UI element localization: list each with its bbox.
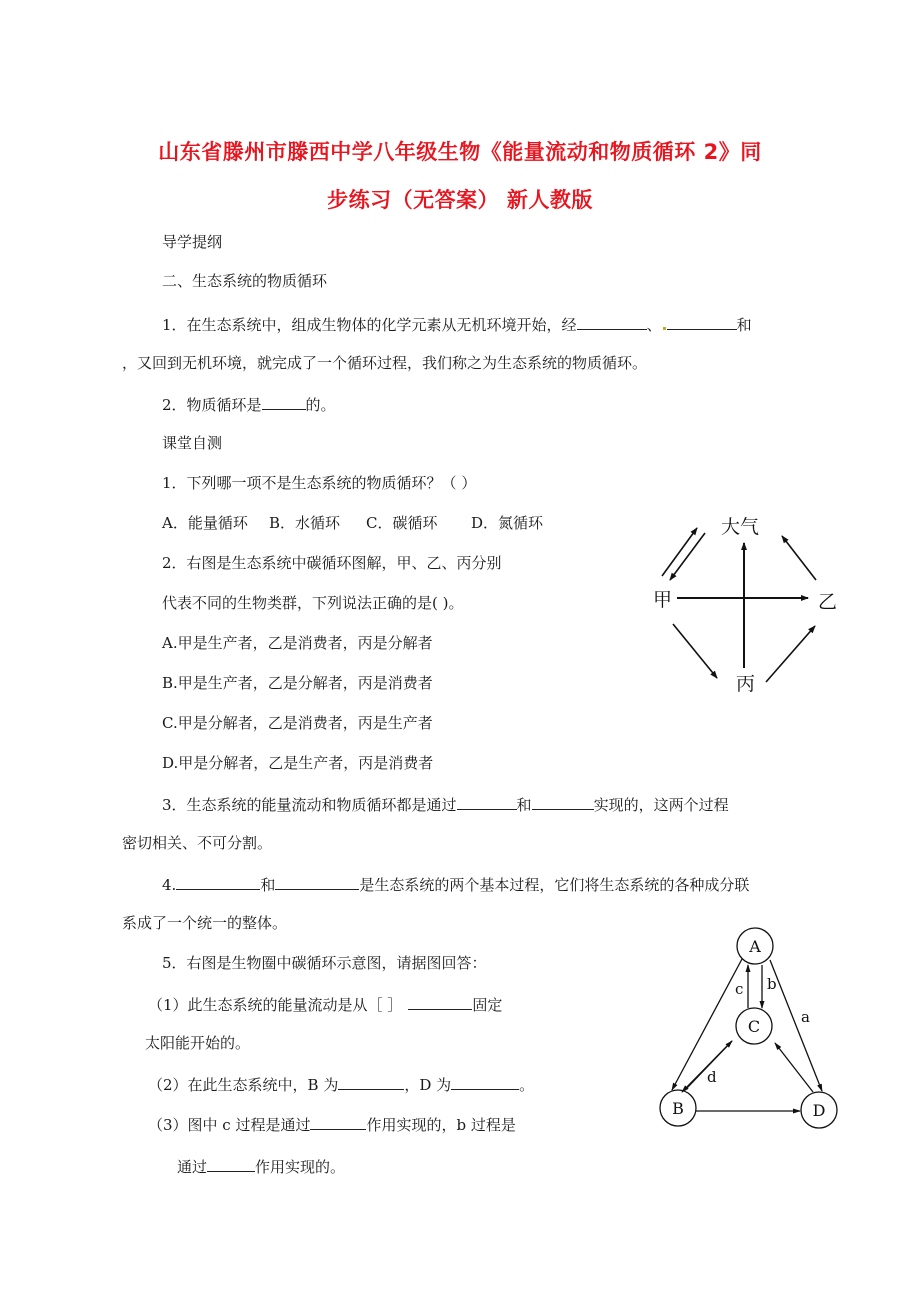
- section-guide-heading: 导学提纲: [162, 233, 223, 251]
- test-1-options: [162, 513, 543, 533]
- question-2: [162, 393, 336, 415]
- test-5-part3-line2: [177, 1155, 345, 1177]
- test-5-part1-line1: [148, 993, 502, 1015]
- test-1-question: 1．下列哪一项不是生态系统的物质循环？（ ）: [162, 474, 477, 492]
- t5-3-blank-c: [310, 1113, 366, 1130]
- t5-2-prefix: （2）在此生态系统中，B 为: [148, 1076, 339, 1094]
- t1-option-b: B．水循环: [269, 514, 341, 532]
- q2-suffix: 的。: [305, 396, 336, 414]
- section-two-heading: 二、生态系统的物质循环: [162, 272, 328, 290]
- q2-prefix: 2．物质循环是: [162, 396, 262, 414]
- test-3-line1: [162, 793, 729, 815]
- q1-blank-2: [667, 313, 737, 330]
- test-2-line1: 2．右图是生态系统中碳循环图解，甲、乙、丙分别: [162, 554, 502, 572]
- test-2-option-c: C.甲是分解者，乙是消费者，丙是生产者: [162, 714, 433, 732]
- t5-2-suffix: 。: [519, 1076, 535, 1094]
- test-2-line2: 代表不同的生物类群，下列说法正确的是( )。: [162, 594, 464, 612]
- edge-label-b: b: [767, 975, 777, 993]
- carbon-cycle-diagram-2: [640, 920, 860, 1140]
- t3-suffix: 实现的，这两个过程: [593, 796, 729, 814]
- edge-label-c: c: [735, 980, 744, 998]
- t3-prefix: 3．生态系统的能量流动和物质循环都是通过: [162, 796, 457, 814]
- node-bing: 丙: [736, 673, 756, 695]
- question-1-line2: ，又回到无机环境，就完成了一个循环过程，我们称之为生态系统的物质循环。: [122, 354, 648, 372]
- t5-2-mid: ，D 为: [404, 1076, 452, 1094]
- t3-and: 和: [516, 796, 532, 814]
- arrow-bing-to-yi: [766, 626, 815, 682]
- arrow-jia-to-bing: [673, 624, 717, 678]
- section-test-heading: 课堂自测: [162, 434, 223, 452]
- arrow-a-to-d: [770, 960, 822, 1091]
- q1-blank-1: [577, 313, 647, 330]
- t1-option-a: A．能量循环: [162, 514, 248, 532]
- node-jia: 甲: [653, 589, 673, 611]
- q1-and: 和: [736, 316, 752, 334]
- t5-3-prefix: （3）图中 c 过程是通过: [148, 1116, 311, 1134]
- t4-and: 和: [260, 876, 276, 894]
- t4-blank-1: [176, 873, 260, 890]
- node-a-label: A: [749, 937, 761, 956]
- t5-1-suffix: 固定: [472, 996, 503, 1014]
- test-2-option-b: B.甲是生产者，乙是分解者，丙是消费者: [162, 674, 433, 692]
- test-5-part3-line1: [148, 1113, 516, 1135]
- t5-2-blank-d: [451, 1073, 519, 1090]
- t3-blank-2: [532, 793, 594, 810]
- t4-blank-2: [275, 873, 359, 890]
- q1-text: 1．在生态系统中，组成生物体的化学元素从无机环境开始，经: [162, 316, 577, 334]
- test-5-part2: [148, 1073, 534, 1095]
- test-4-line1: [162, 873, 749, 895]
- arrow-d-to-c: [775, 1043, 813, 1092]
- t5-1-blank: [408, 993, 472, 1010]
- question-1-line1: [162, 313, 752, 335]
- document-title-line2: 步练习（无答案） 新人教版: [327, 188, 593, 212]
- annotation-mark: [663, 327, 666, 330]
- arrow-yi-to-atmosphere: [782, 536, 816, 580]
- test-2-option-a: A.甲是生产者，乙是消费者，丙是分解者: [162, 634, 433, 652]
- document-title-line1: 山东省滕州市滕西中学八年级生物《能量流动和物质循环 2》同: [158, 140, 762, 164]
- test-5-part1-line2: 太阳能开始的。: [145, 1034, 251, 1052]
- node-yi: 乙: [818, 591, 838, 613]
- node-b-label: B: [672, 1099, 684, 1118]
- node-atmosphere: 大气: [721, 516, 760, 538]
- t1-option-c: C．碳循环: [366, 514, 438, 532]
- q1-separator: 、: [646, 316, 662, 334]
- carbon-cycle-diagram-1: [640, 500, 860, 700]
- t5-2-blank-b: [338, 1073, 404, 1090]
- t5-3-suffix: 作用实现的，b 过程是: [366, 1116, 516, 1134]
- test-4-line2: 系成了一个统一的整体。: [122, 914, 288, 932]
- t4-prefix: 4.: [162, 876, 177, 894]
- q2-blank: [262, 393, 306, 410]
- edge-label-d: d: [707, 1068, 717, 1086]
- t5-1-prefix: （1）此生态系统的能量流动是从［ ］: [148, 996, 403, 1014]
- t5-3-blank-b: [207, 1155, 255, 1172]
- test-5-intro: 5．右图是生物圈中碳循环示意图，请据图回答：: [162, 954, 487, 972]
- t5-3-line2-prefix: 通过: [177, 1158, 208, 1176]
- test-2-option-d: D.甲是分解者，乙是生产者，丙是消费者: [162, 754, 434, 772]
- test-3-line2: 密切相关、不可分割。: [122, 834, 273, 852]
- t3-blank-1: [457, 793, 517, 810]
- node-c-label: C: [747, 1017, 761, 1036]
- edge-label-a: a: [801, 1008, 810, 1026]
- node-d-label: D: [812, 1101, 826, 1120]
- t5-3-line2-suffix: 作用实现的。: [255, 1158, 346, 1176]
- t4-suffix: 是生态系统的两个基本过程，它们将生态系统的各种成分联: [359, 876, 750, 894]
- t1-option-d: D．氮循环: [471, 514, 544, 532]
